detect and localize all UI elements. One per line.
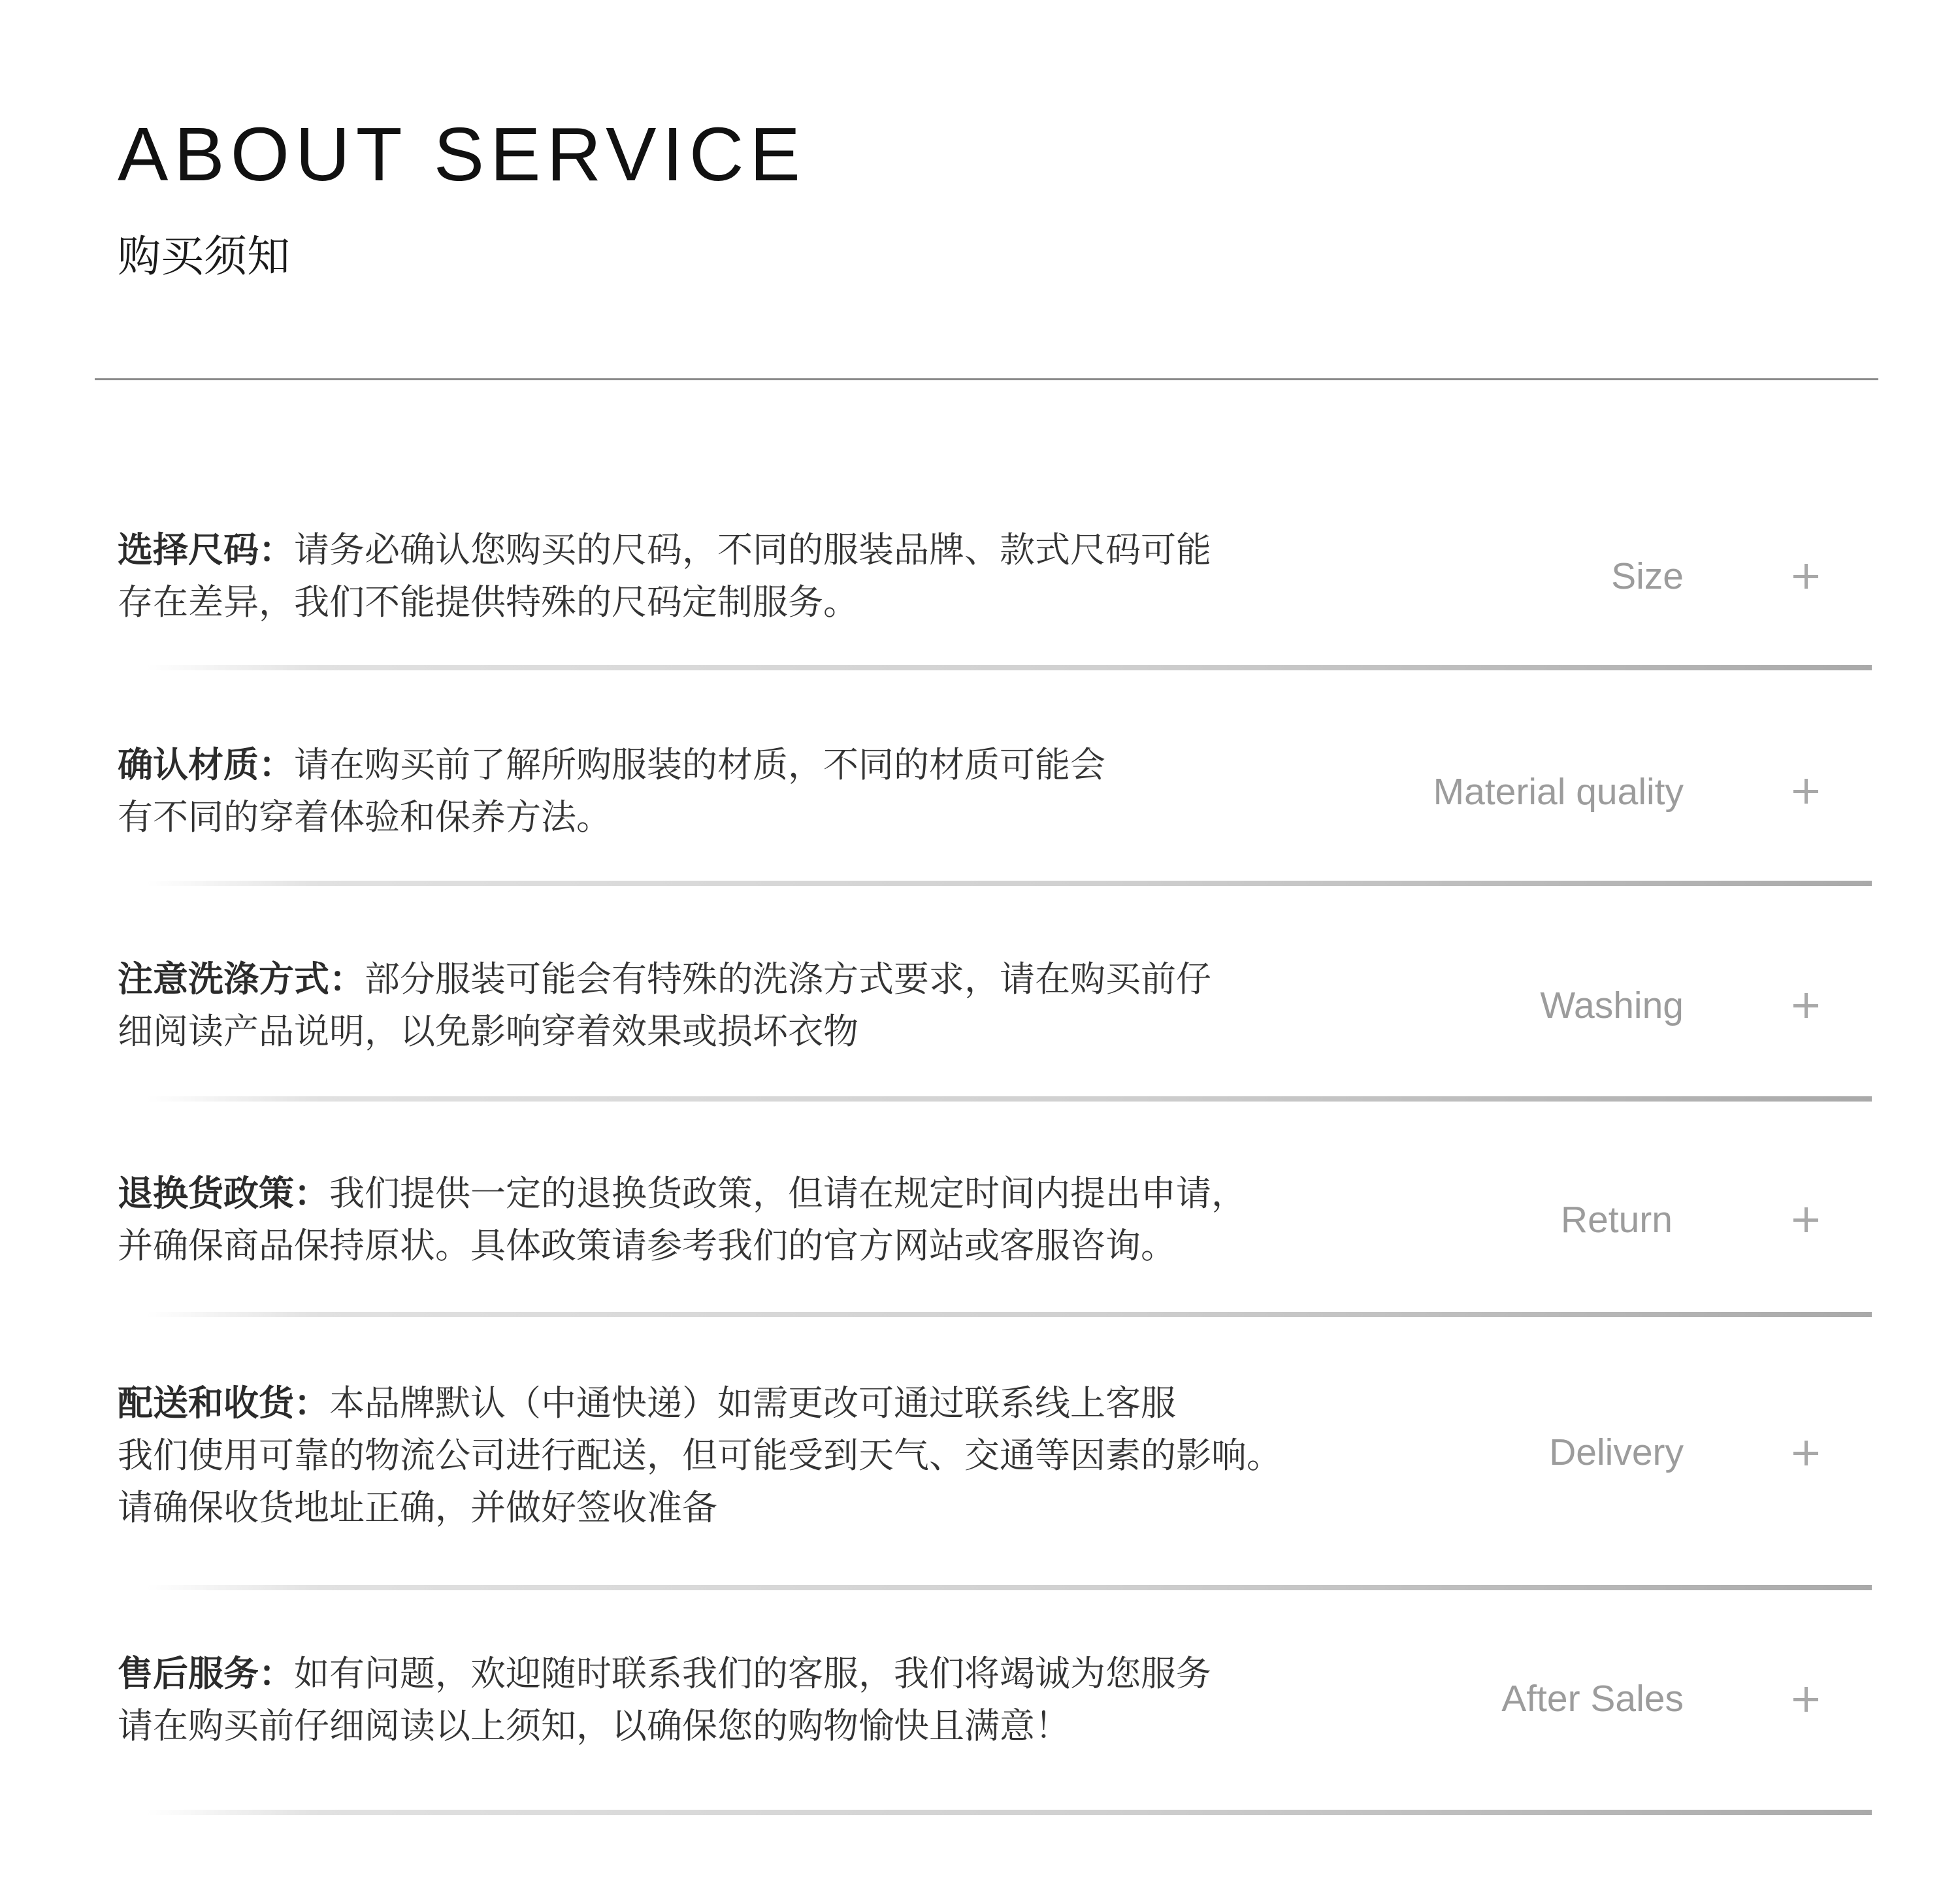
notice-text-line: 细阅读产品说明，以免影响穿着效果或损坏衣物 bbox=[118, 1011, 858, 1052]
notice-divider bbox=[147, 665, 1872, 670]
notice-divider bbox=[147, 1312, 1872, 1317]
plus-icon[interactable] bbox=[1787, 1680, 1825, 1718]
notice-key: 确认材质： bbox=[118, 744, 294, 785]
notice-divider bbox=[147, 881, 1872, 886]
notice-text-line: 我们提供一定的退换货政策，但请在规定时间内提出申请， bbox=[329, 1173, 1247, 1214]
notice-text bbox=[118, 524, 1359, 629]
notice-label: Delivery bbox=[1549, 1431, 1684, 1473]
notice-text-line: 部分服装可能会有特殊的洗涤方式要求，请在购买前仔 bbox=[365, 958, 1211, 1000]
notice-key: 售后服务： bbox=[118, 1653, 294, 1694]
notice-text-line: 请在购买前了解所购服装的材质，不同的材质可能会 bbox=[294, 744, 1105, 785]
notice-text-line: 存在差异，我们不能提供特殊的尺码定制服务。 bbox=[118, 581, 858, 623]
notice-text-line: 请务必确认您购买的尺码，不同的服装品牌、款式尺码可能 bbox=[294, 529, 1211, 570]
notice-text-line: 如有问题，欢迎随时联系我们的客服，我们将竭诚为您服务 bbox=[294, 1653, 1211, 1694]
notice-label: Return bbox=[1560, 1199, 1673, 1241]
notice-key: 配送和收货： bbox=[118, 1382, 329, 1424]
notice-key: 注意洗涤方式： bbox=[118, 958, 365, 1000]
notice-divider bbox=[147, 1810, 1872, 1815]
notice-label: Size bbox=[1611, 555, 1684, 597]
notice-label: Washing bbox=[1540, 985, 1684, 1026]
notice-text-line: 并确保商品保持原状。具体政策请参考我们的官方网站或客服咨询。 bbox=[118, 1225, 1176, 1266]
notice-text bbox=[118, 1168, 1359, 1272]
notice-text-line: 有不同的穿着体验和保养方法。 bbox=[118, 796, 612, 838]
plus-icon[interactable] bbox=[1787, 772, 1825, 810]
notice-divider bbox=[147, 1585, 1872, 1590]
notice-text-line: 本品牌默认（中通快递）如需更改可通过联系线上客服 bbox=[329, 1382, 1176, 1424]
notice-key: 退换货政策： bbox=[118, 1173, 329, 1214]
notice-text bbox=[118, 1377, 1437, 1534]
plus-icon[interactable] bbox=[1787, 557, 1825, 595]
notice-divider bbox=[147, 1096, 1872, 1102]
notice-text-line: 请在购买前仔细阅读以上须知，以确保您的购物愉快且满意！ bbox=[118, 1705, 1070, 1746]
notice-text-line: 请确保收货地址正确，并做好签收准备 bbox=[118, 1487, 717, 1528]
notice-text bbox=[118, 953, 1359, 1058]
notice-label: Material quality bbox=[1433, 771, 1684, 813]
plus-icon[interactable] bbox=[1787, 987, 1825, 1024]
plus-icon[interactable] bbox=[1787, 1201, 1825, 1239]
notice-text-line: 我们使用可靠的物流公司进行配送，但可能受到天气、交通等因素的影响。 bbox=[118, 1435, 1282, 1476]
notice-key: 选择尺码： bbox=[118, 529, 294, 570]
plus-icon[interactable] bbox=[1787, 1434, 1825, 1472]
notice-text bbox=[118, 1648, 1359, 1752]
page-subtitle: 购买须知 bbox=[118, 231, 290, 282]
page-title: ABOUT SERVICE bbox=[118, 112, 806, 197]
notice-text bbox=[118, 739, 1359, 843]
notice-label: After Sales bbox=[1501, 1678, 1684, 1720]
